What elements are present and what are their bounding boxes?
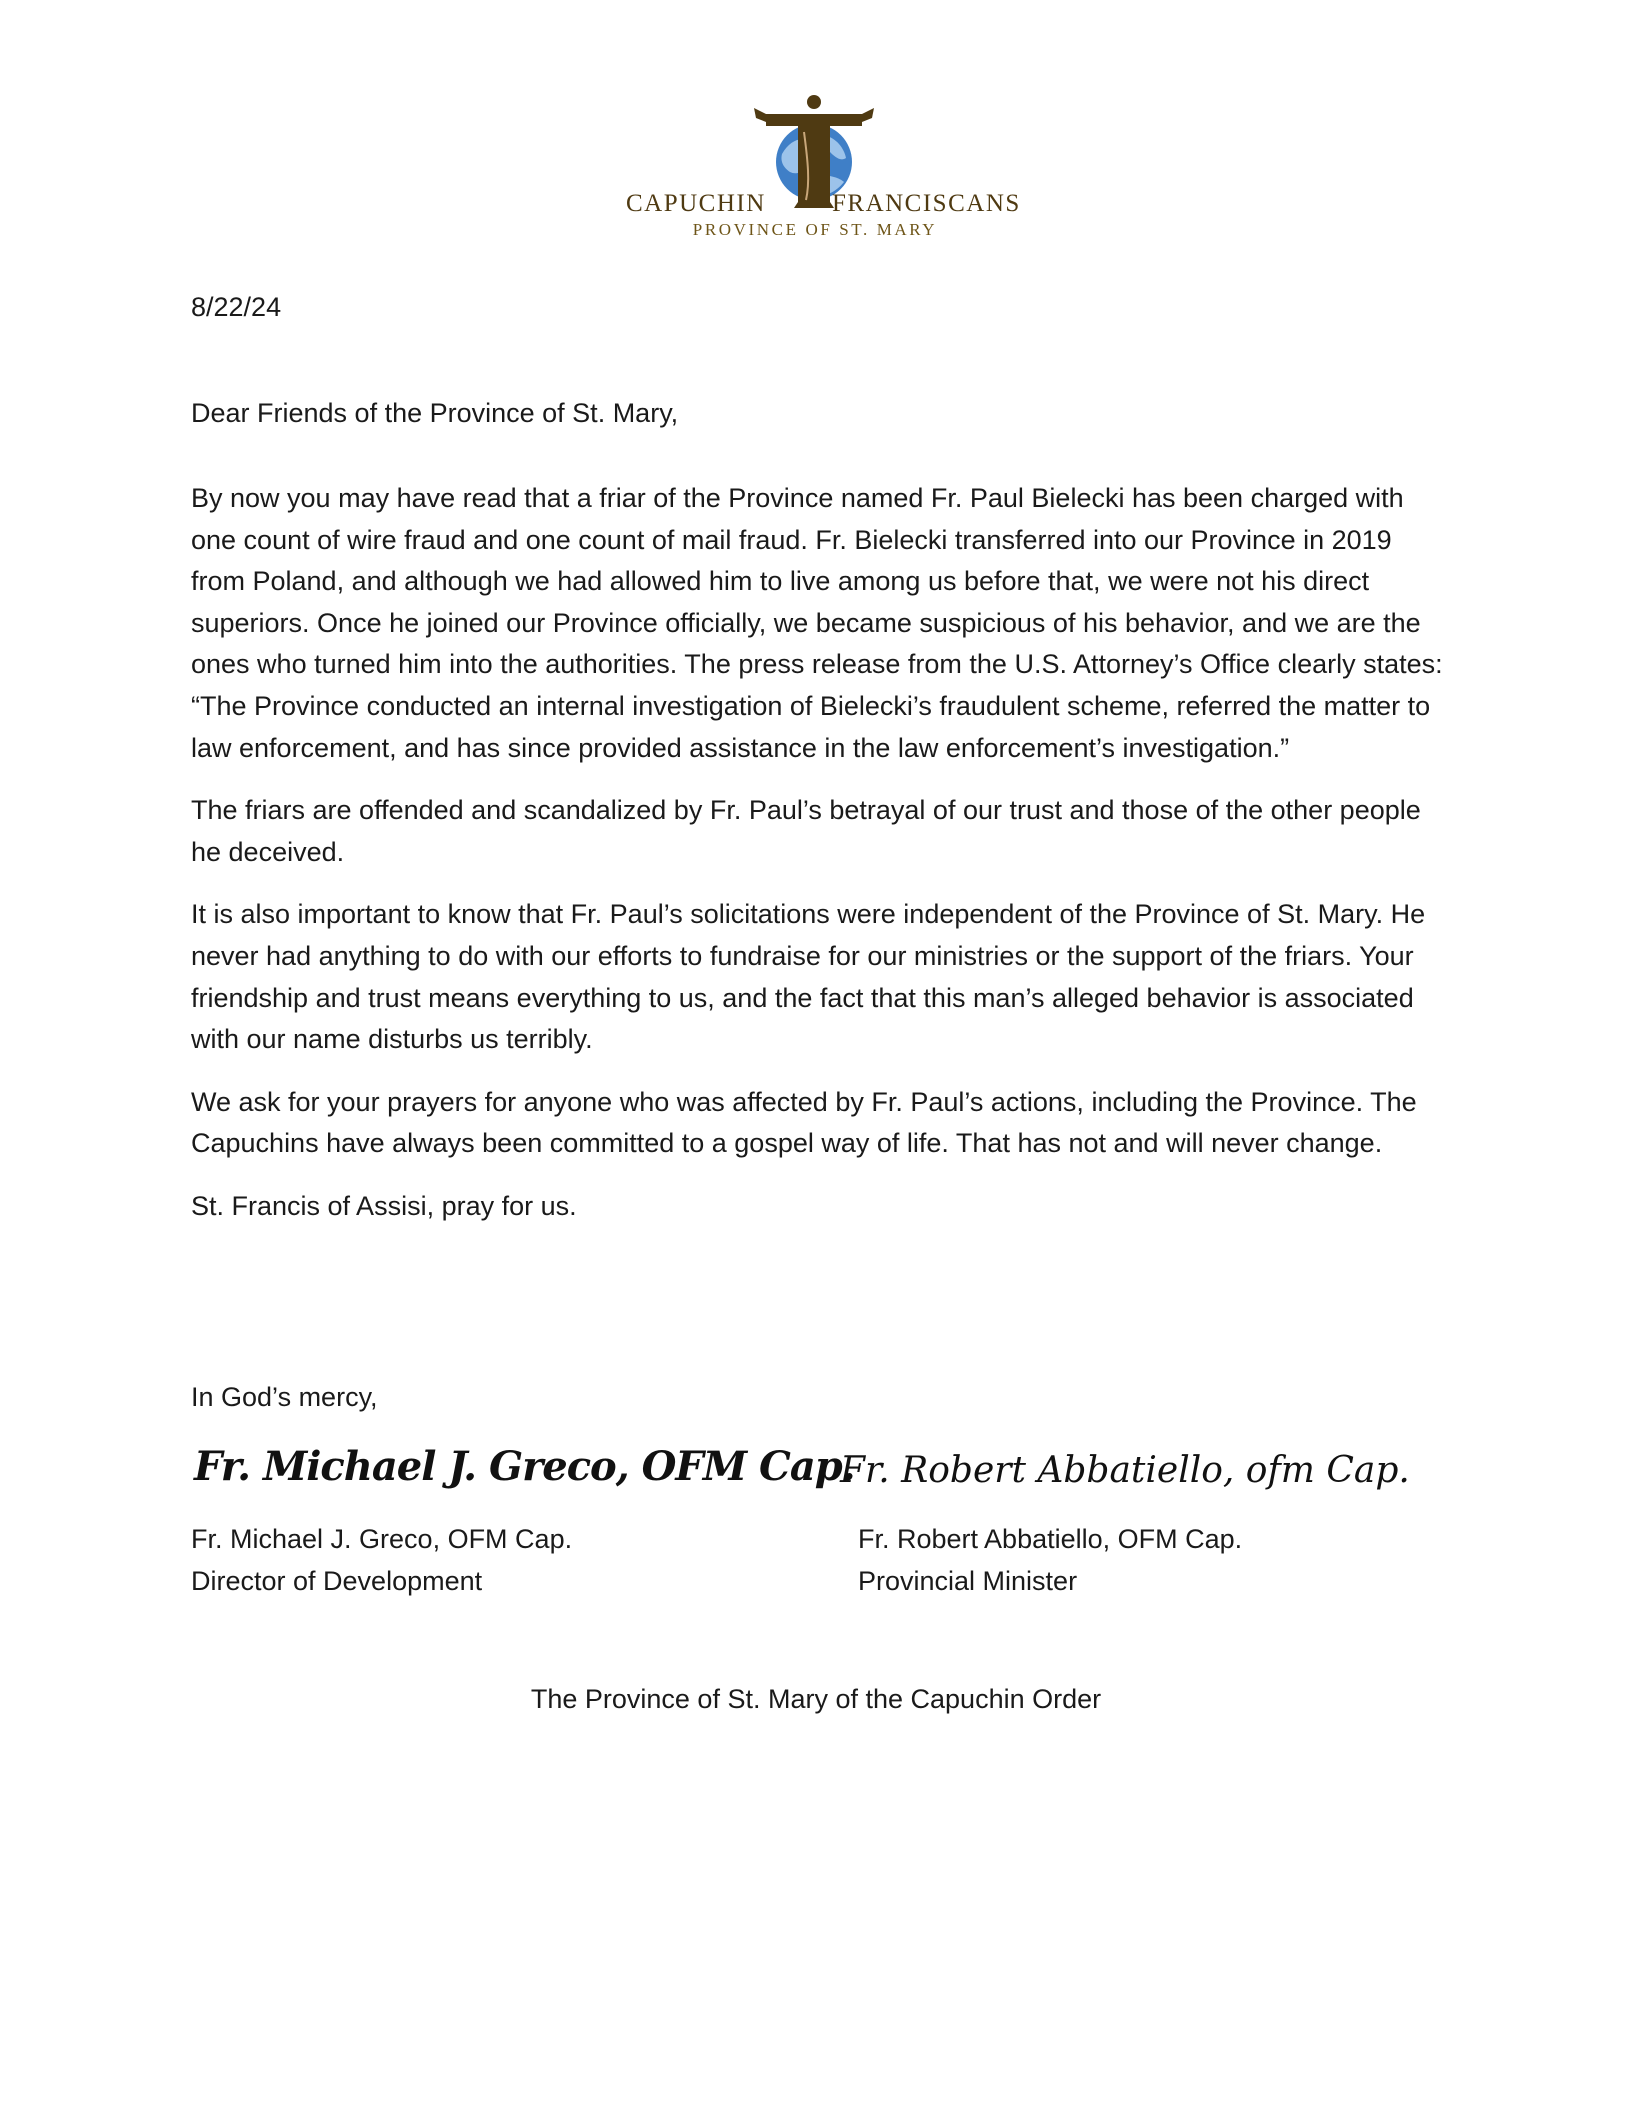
signer-title: Provincial Minister <box>858 1566 1078 1596</box>
closing: In God’s mercy, <box>191 1382 378 1412</box>
body-paragraph: The friars are offended and scandalized by Fr. Paul’s betrayal of our trust and those of the other people he deceived. <box>191 795 1421 867</box>
signer-block-abbatiello <box>858 1518 1242 1602</box>
signature-abbatiello: Fr. Robert Abbatiello, ofm Cap. <box>840 1450 1410 1491</box>
letterhead-logo <box>600 92 1030 242</box>
letter-footer: The Province of St. Mary of the Capuchin Order <box>530 1684 1102 1714</box>
signer-title: Director of Development <box>191 1566 483 1596</box>
logo-word-capuchin: CAPUCHIN <box>626 190 766 217</box>
signer-block-greco <box>191 1518 572 1602</box>
letter-body <box>191 478 1451 1249</box>
body-paragraph: It is also important to know that Fr. Paul’s solicitations were independent of the Province of St. Mary. He never had anything to do with our efforts to fundraise for our ministries or the support of the friars. Your friendship and trust means everything to us, and the fact that this man’s alleged behavior is associated with our name disturbs us terribly. <box>191 899 1426 1055</box>
body-paragraph: We ask for your prayers for anyone who was affected by Fr. Paul’s actions, including the Province. The Capuchins have always been committed to a gospel way of life. That has not and will never change. <box>191 1086 1417 1159</box>
letter-date: 8/22/24 <box>191 292 282 322</box>
signer-name: Fr. Michael J. Greco, OFM Cap. <box>191 1524 573 1554</box>
signature-greco: Fr. Michael J. Greco, OFM Cap. <box>194 1443 855 1490</box>
body-paragraph: By now you may have read that a friar of the Province named Fr. Paul Bielecki has been charged with one count of wire fraud and one count of mail fraud. Fr. Bielecki transferred into our Province in 2019 from Poland, and although we had allowed him to live among us before that, we were not his direct superiors. Once he joined our Province officially, we became suspicious of his behavior, and we are the ones who turned him into the authorities. The press release from the U.S. Attorney’s Office clearly states: “The Province conducted an internal investigation of Bielecki’s fraudulent scheme, referred the matter to law enforcement, and has since provided assistance in the law enforcement’s investigation.” <box>191 483 1443 763</box>
logo-subtitle: PROVINCE OF ST. MARY <box>692 220 938 239</box>
signer-name: Fr. Robert Abbatiello, OFM Cap. <box>858 1524 1243 1554</box>
body-paragraph: St. Francis of Assisi, pray for us. <box>191 1190 577 1221</box>
salutation: Dear Friends of the Province of St. Mary, <box>191 398 679 428</box>
logo-word-franciscans: FRANCISCANS <box>832 190 1021 217</box>
